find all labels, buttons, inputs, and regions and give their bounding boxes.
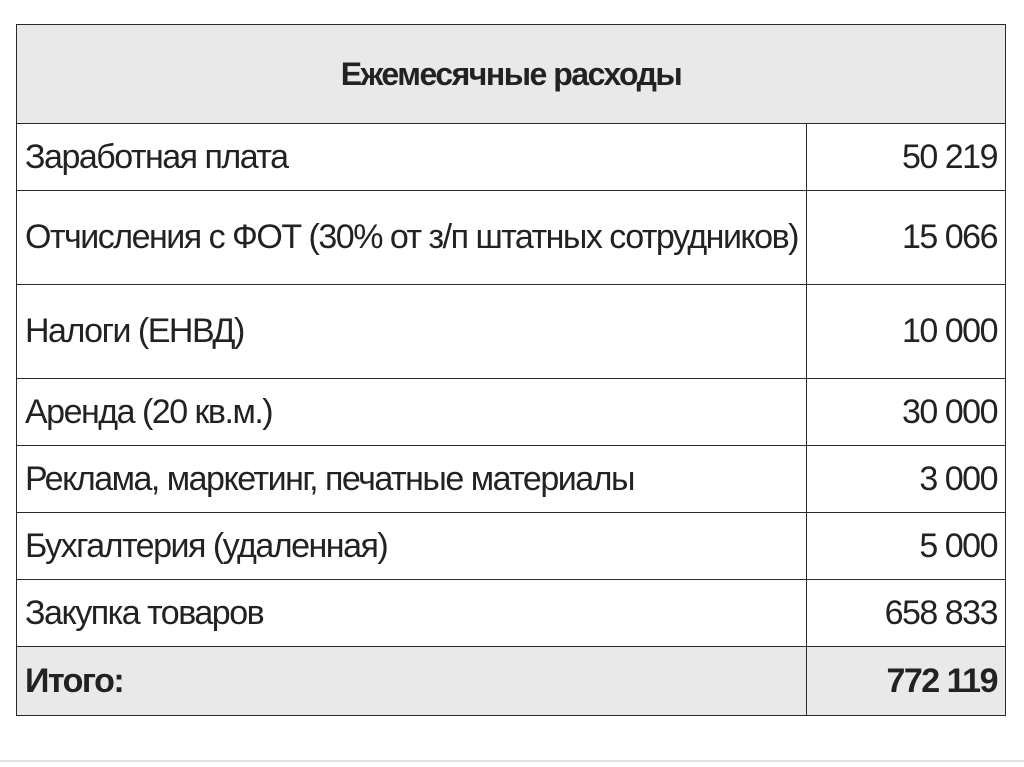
total-value: 772 119 — [806, 647, 1005, 716]
expense-label: Налоги (ЕНВД) — [17, 285, 807, 379]
expense-value: 15 066 — [806, 191, 1005, 285]
expense-label: Аренда (20 кв.м.) — [17, 379, 807, 446]
expense-label: Заработная плата — [17, 124, 807, 191]
expense-value: 5 000 — [806, 513, 1005, 580]
bottom-divider — [0, 760, 1024, 762]
expense-value: 50 219 — [806, 124, 1005, 191]
table-row — [17, 513, 1006, 580]
total-row — [17, 647, 1006, 716]
expense-label: Отчисления с ФОТ (30% от з/п штатных сотрудников) — [17, 191, 807, 285]
expense-value: 658 833 — [806, 580, 1005, 647]
table-row — [17, 191, 1006, 285]
expense-value: 30 000 — [806, 379, 1005, 446]
table-row — [17, 379, 1006, 446]
expense-label: Бухгалтерия (удаленная) — [17, 513, 807, 580]
total-label: Итого: — [17, 647, 807, 716]
expense-label: Закупка товаров — [17, 580, 807, 647]
table-title: Ежемесячные расходы — [17, 25, 1006, 124]
expense-label: Реклама, маркетинг, печатные материалы — [17, 446, 807, 513]
table-header-row — [17, 25, 1006, 124]
table-row — [17, 285, 1006, 379]
expenses-table — [16, 24, 1006, 716]
expense-value: 3 000 — [806, 446, 1005, 513]
expense-value: 10 000 — [806, 285, 1005, 379]
table-row — [17, 124, 1006, 191]
table-row — [17, 580, 1006, 647]
table-row — [17, 446, 1006, 513]
